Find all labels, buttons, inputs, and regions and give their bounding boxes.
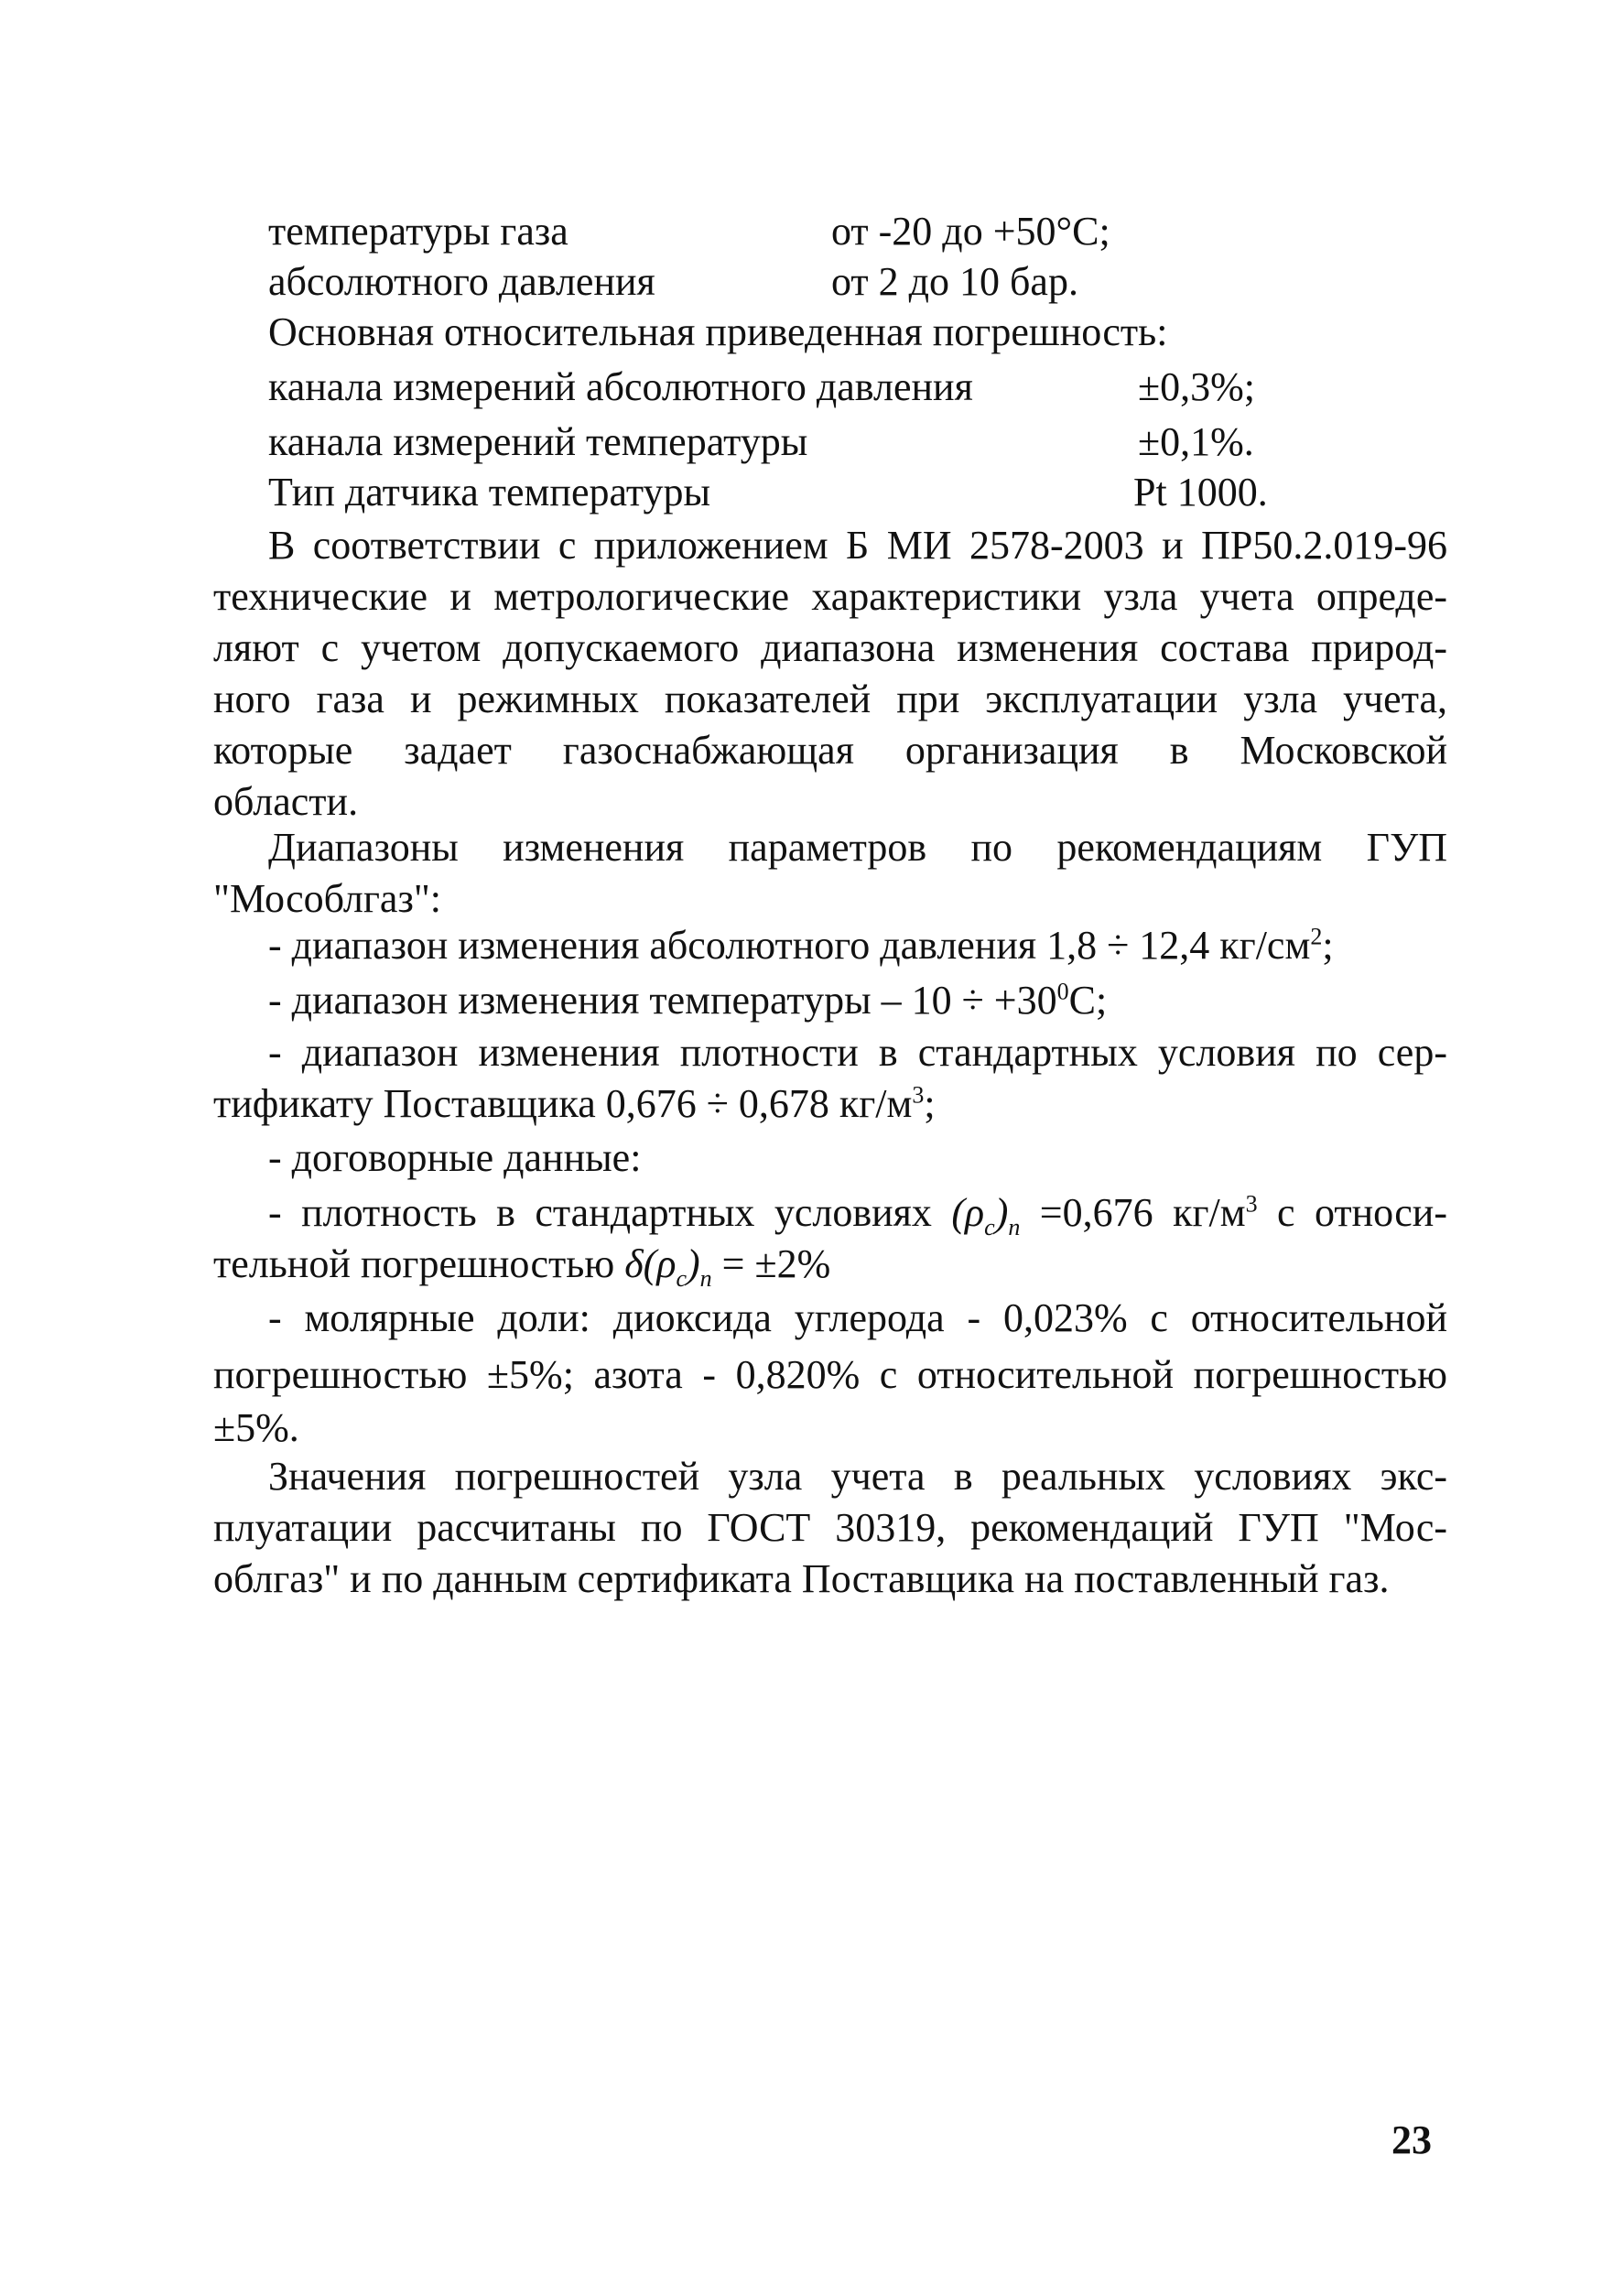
paragraph-line: - диапазон изменения плотности в стандартных условия по сер- [268,1030,1447,1075]
range-item-standard-density [213,1187,1447,1290]
param-label-absolute-pressure: абсолютного давления [268,259,655,304]
paragraph-line: - молярные доли: диоксида углерода - 0,023% с относительной [268,1295,1447,1340]
paragraph-line: тификату Поставщика 0,676 ÷ 0,678 $кг/м^3$; [213,1081,936,1126]
paragraph-line: тельной погрешностью $\delta(\rho_c)_n = \pm 2\%$ [213,1241,831,1292]
error-heading: Основная относительная приведенная погрешность: [268,309,1168,354]
paragraph-line: В соответствии с приложением Б МИ 2578-2003 и ПР50.2.019-96 [268,523,1447,568]
paragraph-errors [213,1451,1447,1605]
paragraph-line: области. [213,779,359,824]
param-label-sensor-type: Тип датчика температуры [268,470,711,514]
param-value-absolute-pressure: от 2 до 10 бар. [831,259,1078,304]
paragraph-compliance [213,520,1447,828]
range-item-temperature: - диапазон изменения температуры – $10 \div +30^0С$; [268,978,1108,1023]
range-item-density [213,1027,1447,1130]
range-item-pressure: - диапазон изменения абсолютного давления 1,8 ÷ 12,4 $кг/см^2$; [268,923,1334,968]
param-label-gas-temperature: температуры газа [268,209,568,254]
paragraph-line: ляют с учетом допускаемого диапазона изменения состава природ- [213,625,1447,670]
paragraph-line: ного газа и режимных показателей при эксплуатации узла учета, [213,677,1447,721]
paragraph-line: - плотность в стандартных условиях $(\rho_c)_n =0,676$ $кг/м^3$ с относи- [268,1190,1448,1240]
paragraph-line: облгаз" и по данным сертификата Поставщика на поставленный газ. [213,1556,1390,1601]
contract-data-heading: - договорные данные: [268,1135,642,1180]
page-number: 23 [1391,2117,1432,2162]
paragraph-line: "Мособлгаз": [213,876,442,921]
paragraph-line: Диапазоны изменения параметров по рекомендациям ГУП [268,825,1447,870]
param-value-pressure-channel: ±0,3%; [1138,364,1256,409]
paragraph-ranges [213,822,1447,925]
param-value-gas-temperature: от -20 до +50°С; [831,209,1110,254]
paragraph-line: технические и метрологические характеристики узла учета опреде- [213,574,1447,619]
range-item-molar-fractions [213,1293,1447,1454]
param-value-sensor-type: Pt 1000. [1133,470,1268,514]
paragraph-line: плуатации рассчитаны по ГОСТ 30319, рекомендаций ГУП "Мос- [213,1505,1447,1550]
paragraph-line: которые задает газоснабжающая организация в Московской [213,728,1447,773]
param-value-temperature-channel: ±0,1%. [1138,419,1254,464]
paragraph-line: Значения погрешностей узла учета в реальных условиях экс- [268,1454,1447,1499]
param-label-temperature-channel: канала измерений температуры [268,419,808,464]
param-label-pressure-channel: канала измерений абсолютного давления [268,364,973,409]
paragraph-line: ±5%. [213,1405,299,1450]
paragraph-line: погрешностью ±5%; азота - 0,820% с относительной погрешностью [213,1352,1447,1397]
